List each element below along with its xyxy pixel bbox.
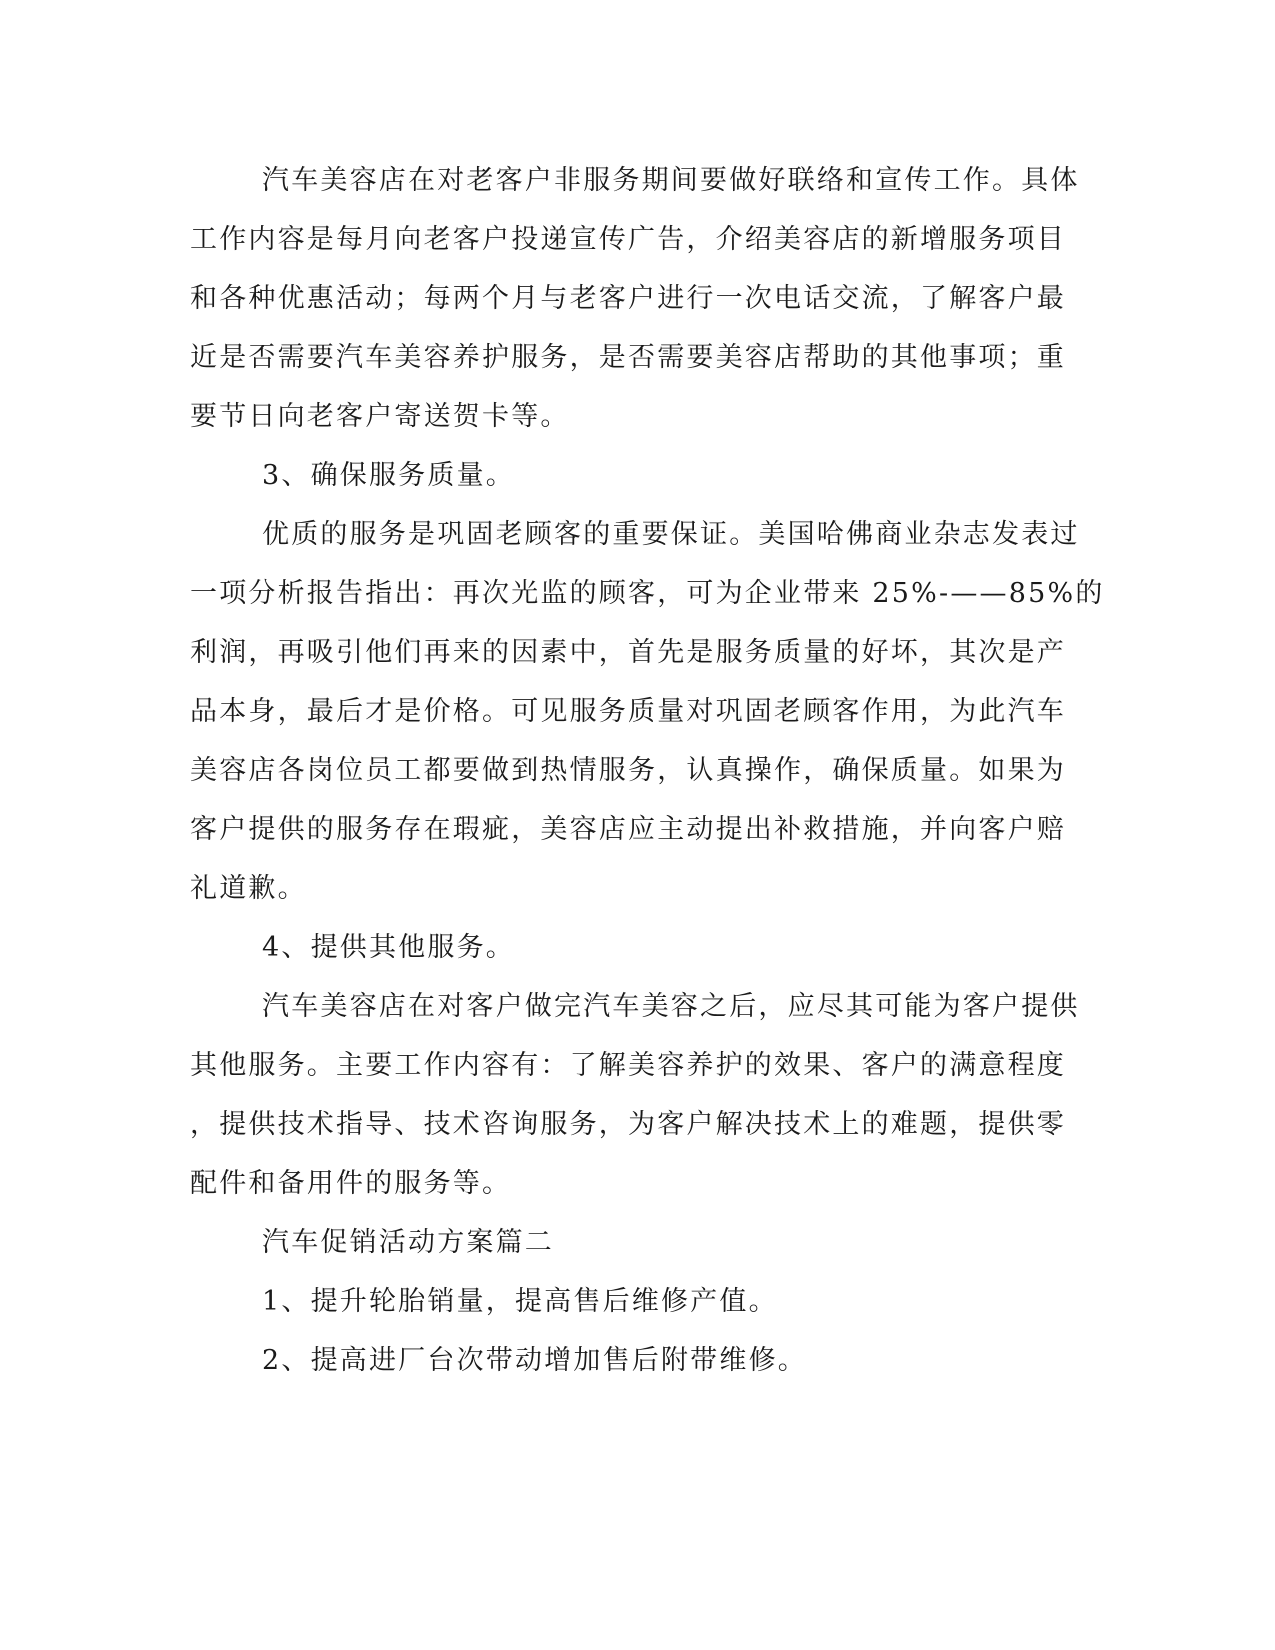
paragraph-line: 要节日向老客户寄送贺卡等。 — [190, 401, 570, 432]
section-title: 汽车促销活动方案篇二 — [262, 1227, 554, 1258]
paragraph-line: 客户提供的服务存在瑕疵，美容店应主动提出补救措施，并向客户赔 — [190, 814, 1066, 845]
paragraph-line: 汽车美容店在对老客户非服务期间要做好联络和宣传工作。具体 — [262, 165, 1080, 196]
paragraph-line: ，提供技术指导、技术咨询服务，为客户解决技术上的难题，提供零 — [190, 1109, 1066, 1140]
paragraph-line: 品本身，最后才是价格。可见服务质量对巩固老顾客作用，为此汽车 — [190, 696, 1066, 727]
paragraph-line: 和各种优惠活动；每两个月与老客户进行一次电话交流，了解客户最 — [190, 283, 1066, 314]
paragraph-line: 配件和备用件的服务等。 — [190, 1168, 512, 1199]
paragraph-line: 礼道歉。 — [190, 873, 307, 904]
paragraph-line: 汽车美容店在对客户做完汽车美容之后，应尽其可能为客户提供 — [262, 991, 1080, 1022]
paragraph-line: 利润，再吸引他们再来的因素中，首先是服务质量的好坏，其次是产 — [190, 637, 1066, 668]
list-item: 2、提高进厂台次带动增加售后附带维修。 — [262, 1345, 807, 1376]
paragraph-line: 一项分析报告指出：再次光监的顾客，可为企业带来 25%-——85%的 — [190, 578, 1105, 609]
paragraph-line: 优质的服务是巩固老顾客的重要保证。美国哈佛商业杂志发表过 — [262, 519, 1080, 550]
paragraph-line: 近是否需要汽车美容养护服务，是否需要美容店帮助的其他事项；重 — [190, 342, 1066, 373]
section-heading: 4、提供其他服务。 — [262, 932, 515, 963]
paragraph-line: 工作内容是每月向老客户投递宣传广告，介绍美容店的新增服务项目 — [190, 224, 1066, 255]
paragraph-line: 其他服务。主要工作内容有：了解美容养护的效果、客户的满意程度 — [190, 1050, 1066, 1081]
list-item: 1、提升轮胎销量，提高售后维修产值。 — [262, 1286, 778, 1317]
section-heading: 3、确保服务质量。 — [262, 460, 515, 491]
paragraph-line: 美容店各岗位员工都要做到热情服务，认真操作，确保质量。如果为 — [190, 755, 1066, 786]
